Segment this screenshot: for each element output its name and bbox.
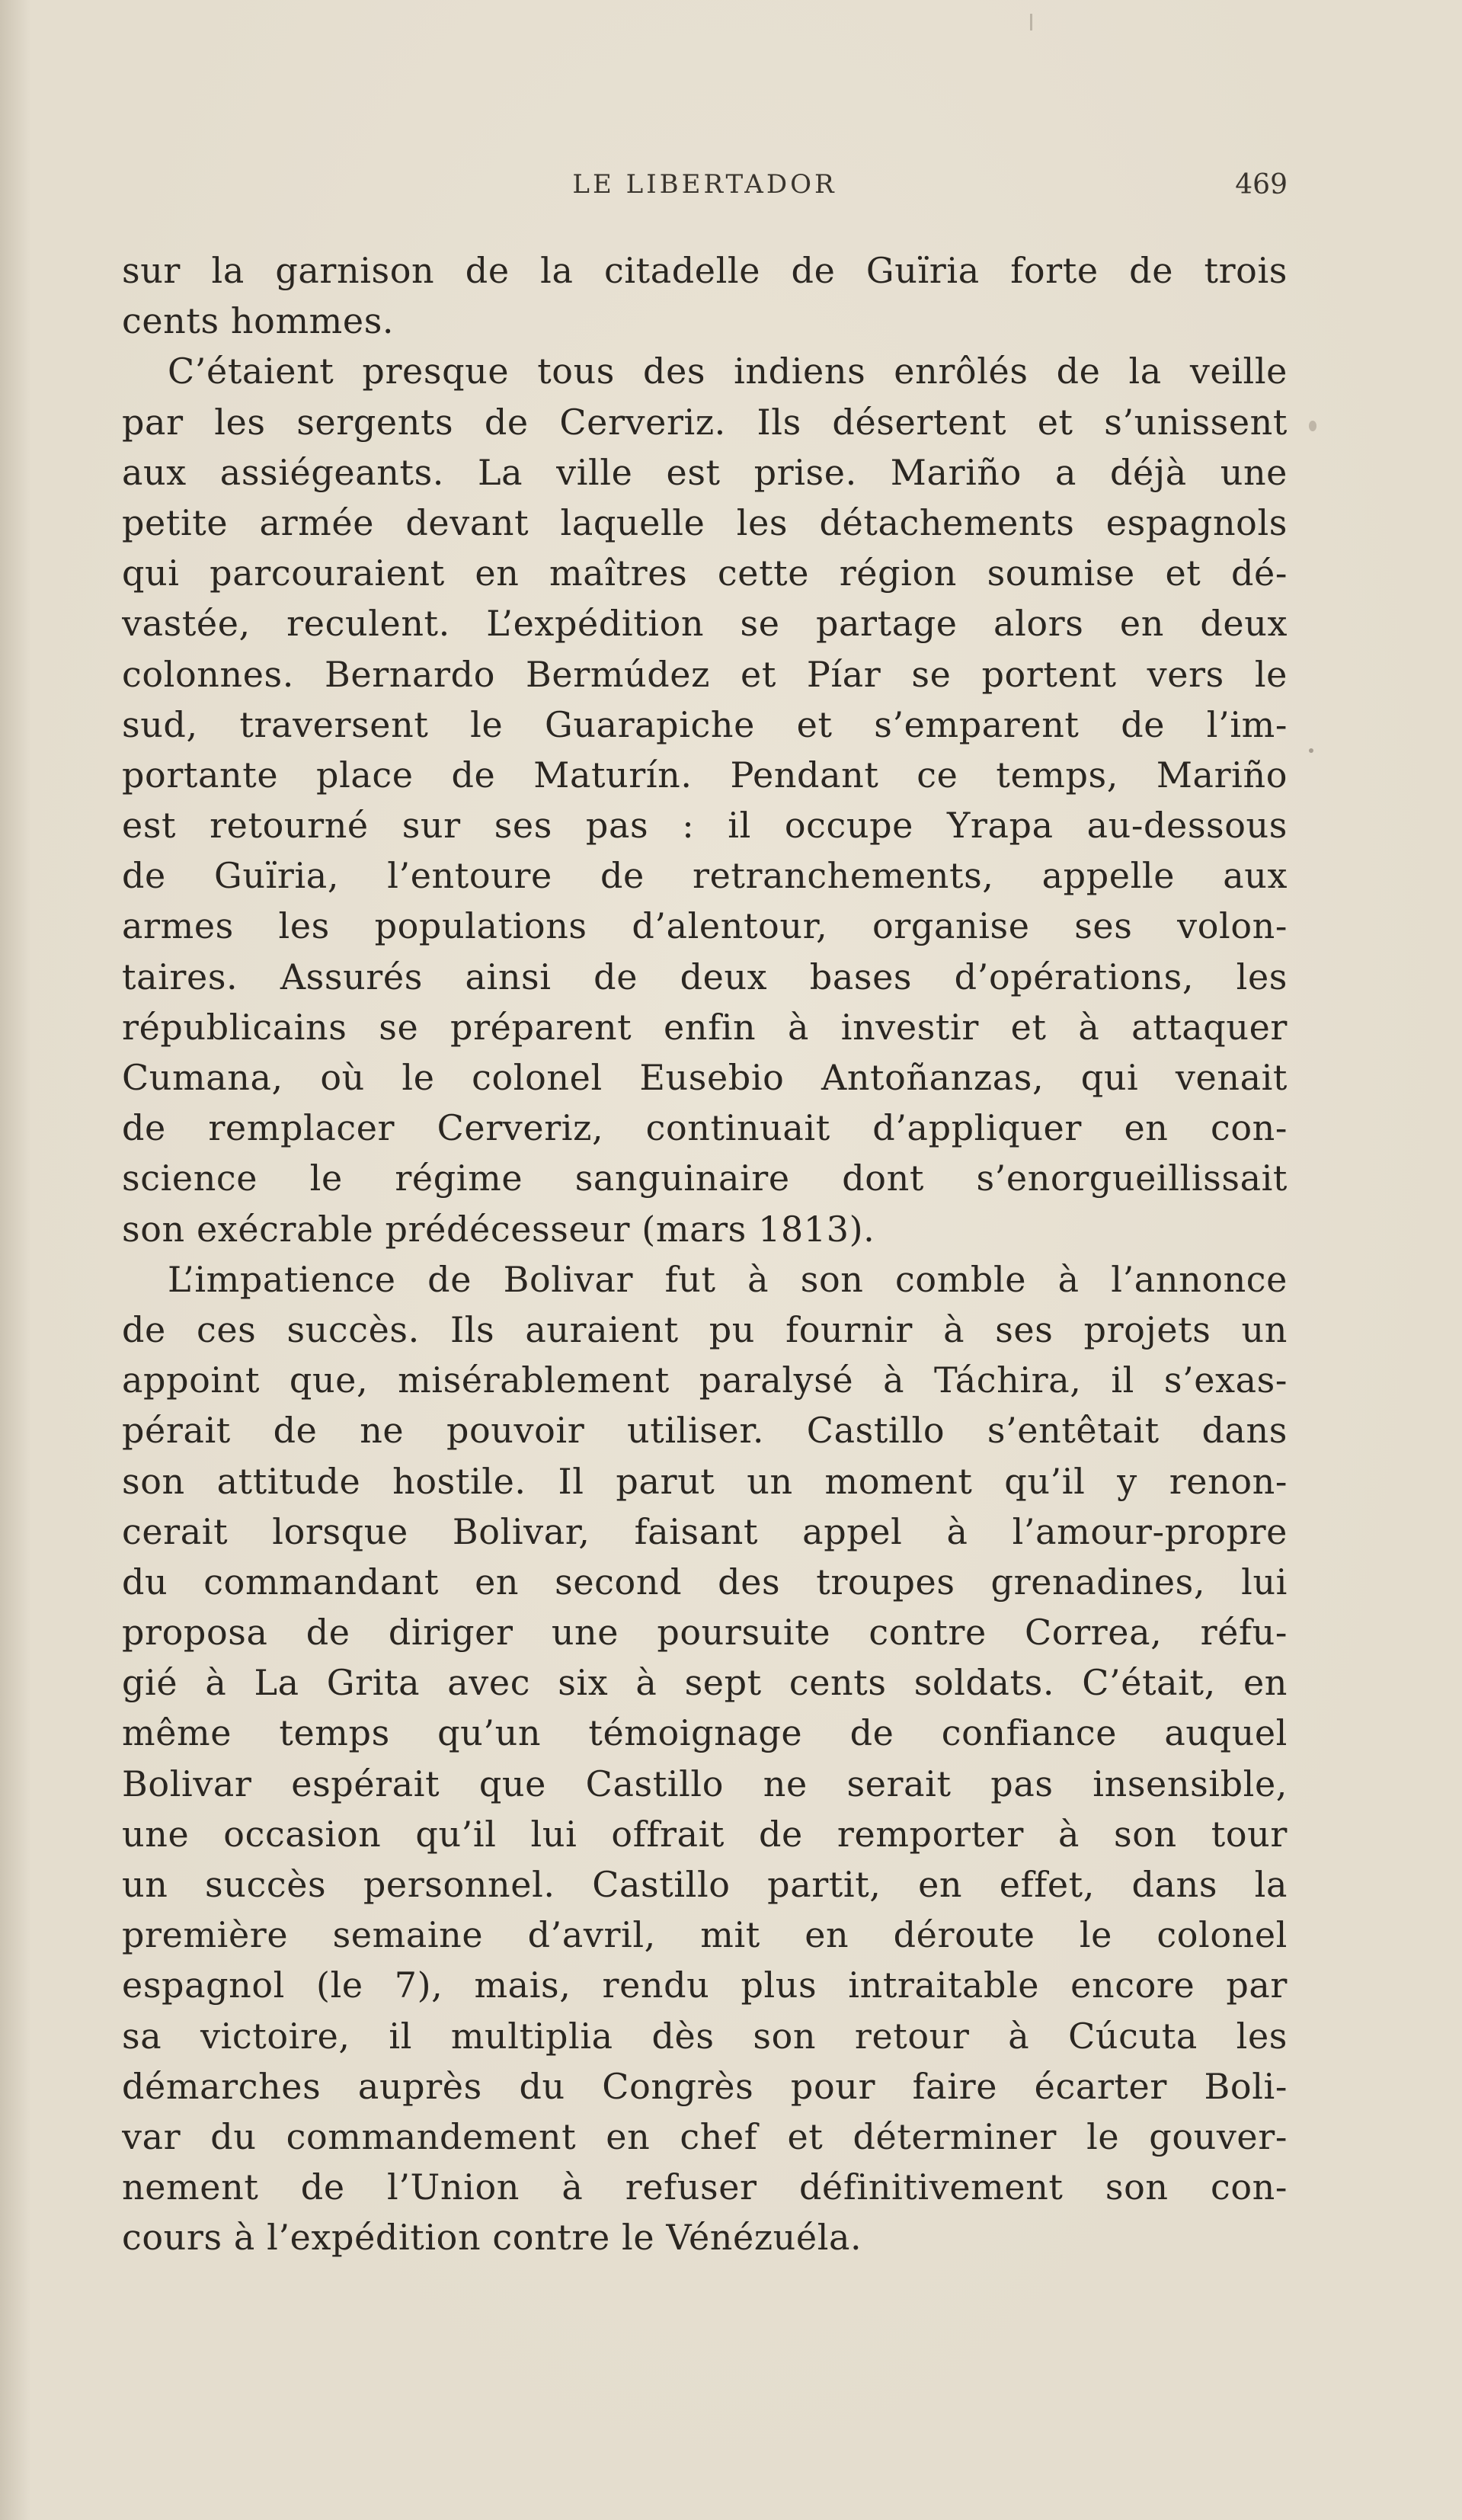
text-line: var du commandement en chef et déterminer le gouver-	[122, 2115, 1288, 2157]
text-line: taires. Assurés ainsi de deux bases d’opérations, les	[122, 956, 1288, 997]
text-line: cours à l’expédition contre le Vénézuéla.	[122, 2217, 862, 2259]
page-edge-shadow	[0, 0, 30, 2520]
text-line: vastée, reculent. L’expédition se partage alors en deux	[122, 603, 1288, 645]
text-line: science le régime sanguinaire dont s’enorgueillissait	[122, 1158, 1288, 1199]
text-line: du commandant en second des troupes grenadines, lui	[122, 1561, 1288, 1603]
body-text	[122, 245, 1288, 2263]
text-line: gié à La Grita avec six à sept cents soldats. C’était, en	[122, 1662, 1288, 1704]
text-line: son attitude hostile. Il parut un moment qu’il y renon-	[122, 1460, 1288, 1502]
text-line: sa victoire, il multiplia dès son retour à Cúcuta les	[122, 2015, 1288, 2057]
text-line: une occasion qu’il lui offrait de remporter à son tour	[122, 1813, 1288, 1855]
text-line: par les sergents de Cerveriz. Ils désertent et s’unissent	[122, 401, 1288, 443]
text-line: nement de l’Union à refuser définitivement son con-	[122, 2166, 1288, 2208]
paper-speck	[1309, 421, 1316, 431]
text-line: Cumana, où le colonel Eusebio Antoñanzas, qui venait	[122, 1057, 1288, 1098]
page-header	[122, 169, 1288, 203]
text-line: même temps qu’un témoignage de confiance auquel	[122, 1712, 1288, 1754]
text-line: armes les populations d’alentour, organise ses volon-	[122, 905, 1288, 947]
text-line: son exécrable prédécesseur (mars 1813).	[122, 1208, 875, 1250]
text-line: espagnol (le 7), mais, rendu plus intraitable encore par	[122, 1964, 1288, 2006]
paper-mark	[1030, 14, 1032, 30]
text-line: C’étaient presque tous des indiens enrôlés de la veille	[168, 351, 1288, 392]
running-title: LE LIBERTADOR	[572, 169, 837, 200]
text-line: cerait lorsque Bolivar, faisant appel à l’amour-propre	[122, 1510, 1288, 1552]
text-line: première semaine d’avril, mit en déroute le colonel	[122, 1914, 1288, 1956]
page-number: 469	[1235, 169, 1288, 200]
text-line: L’impatience de Bolivar fut à son comble à l’annonce	[168, 1258, 1288, 1300]
text-line: Bolivar espérait que Castillo ne serait pas insensible,	[122, 1763, 1288, 1804]
text-line: pérait de ne pouvoir utiliser. Castillo s’entêtait dans	[122, 1410, 1288, 1452]
text-line: de Guïria, l’entoure de retranchements, appelle aux	[122, 855, 1288, 897]
text-line: sud, traversent le Guarapiche et s’emparent de l’im-	[122, 703, 1288, 745]
text-line: républicains se préparent enfin à investir et à attaquer	[122, 1006, 1288, 1048]
text-line: aux assiégeants. La ville est prise. Mariño a déjà une	[122, 451, 1288, 493]
text-line: est retourné sur ses pas : il occupe Yrapa au-dessous	[122, 805, 1288, 847]
text-line: démarches auprès du Congrès pour faire écarter Boli-	[122, 2065, 1288, 2107]
text-line: sur la garnison de la citadelle de Guïria forte de trois	[122, 250, 1288, 291]
text-line: un succès personnel. Castillo partit, en effet, dans la	[122, 1864, 1288, 1905]
text-line: cents hommes.	[122, 300, 395, 342]
text-line: de remplacer Cerveriz, continuait d’appliquer en con-	[122, 1107, 1288, 1149]
paper-speck	[1309, 748, 1313, 753]
text-line: de ces succès. Ils auraient pu fournir à ses projets un	[122, 1308, 1288, 1350]
text-line: colonnes. Bernardo Bermúdez et Píar se portent vers le	[122, 653, 1288, 695]
text-line: appoint que, misérablement paralysé à Táchira, il s’exas-	[122, 1359, 1288, 1401]
text-line: petite armée devant laquelle les détachements espagnols	[122, 501, 1288, 543]
text-line: proposa de diriger une poursuite contre Correa, réfu-	[122, 1612, 1288, 1654]
text-line: portante place de Maturín. Pendant ce temps, Mariño	[122, 754, 1288, 796]
text-line: qui parcouraient en maîtres cette région soumise et dé-	[122, 552, 1288, 594]
